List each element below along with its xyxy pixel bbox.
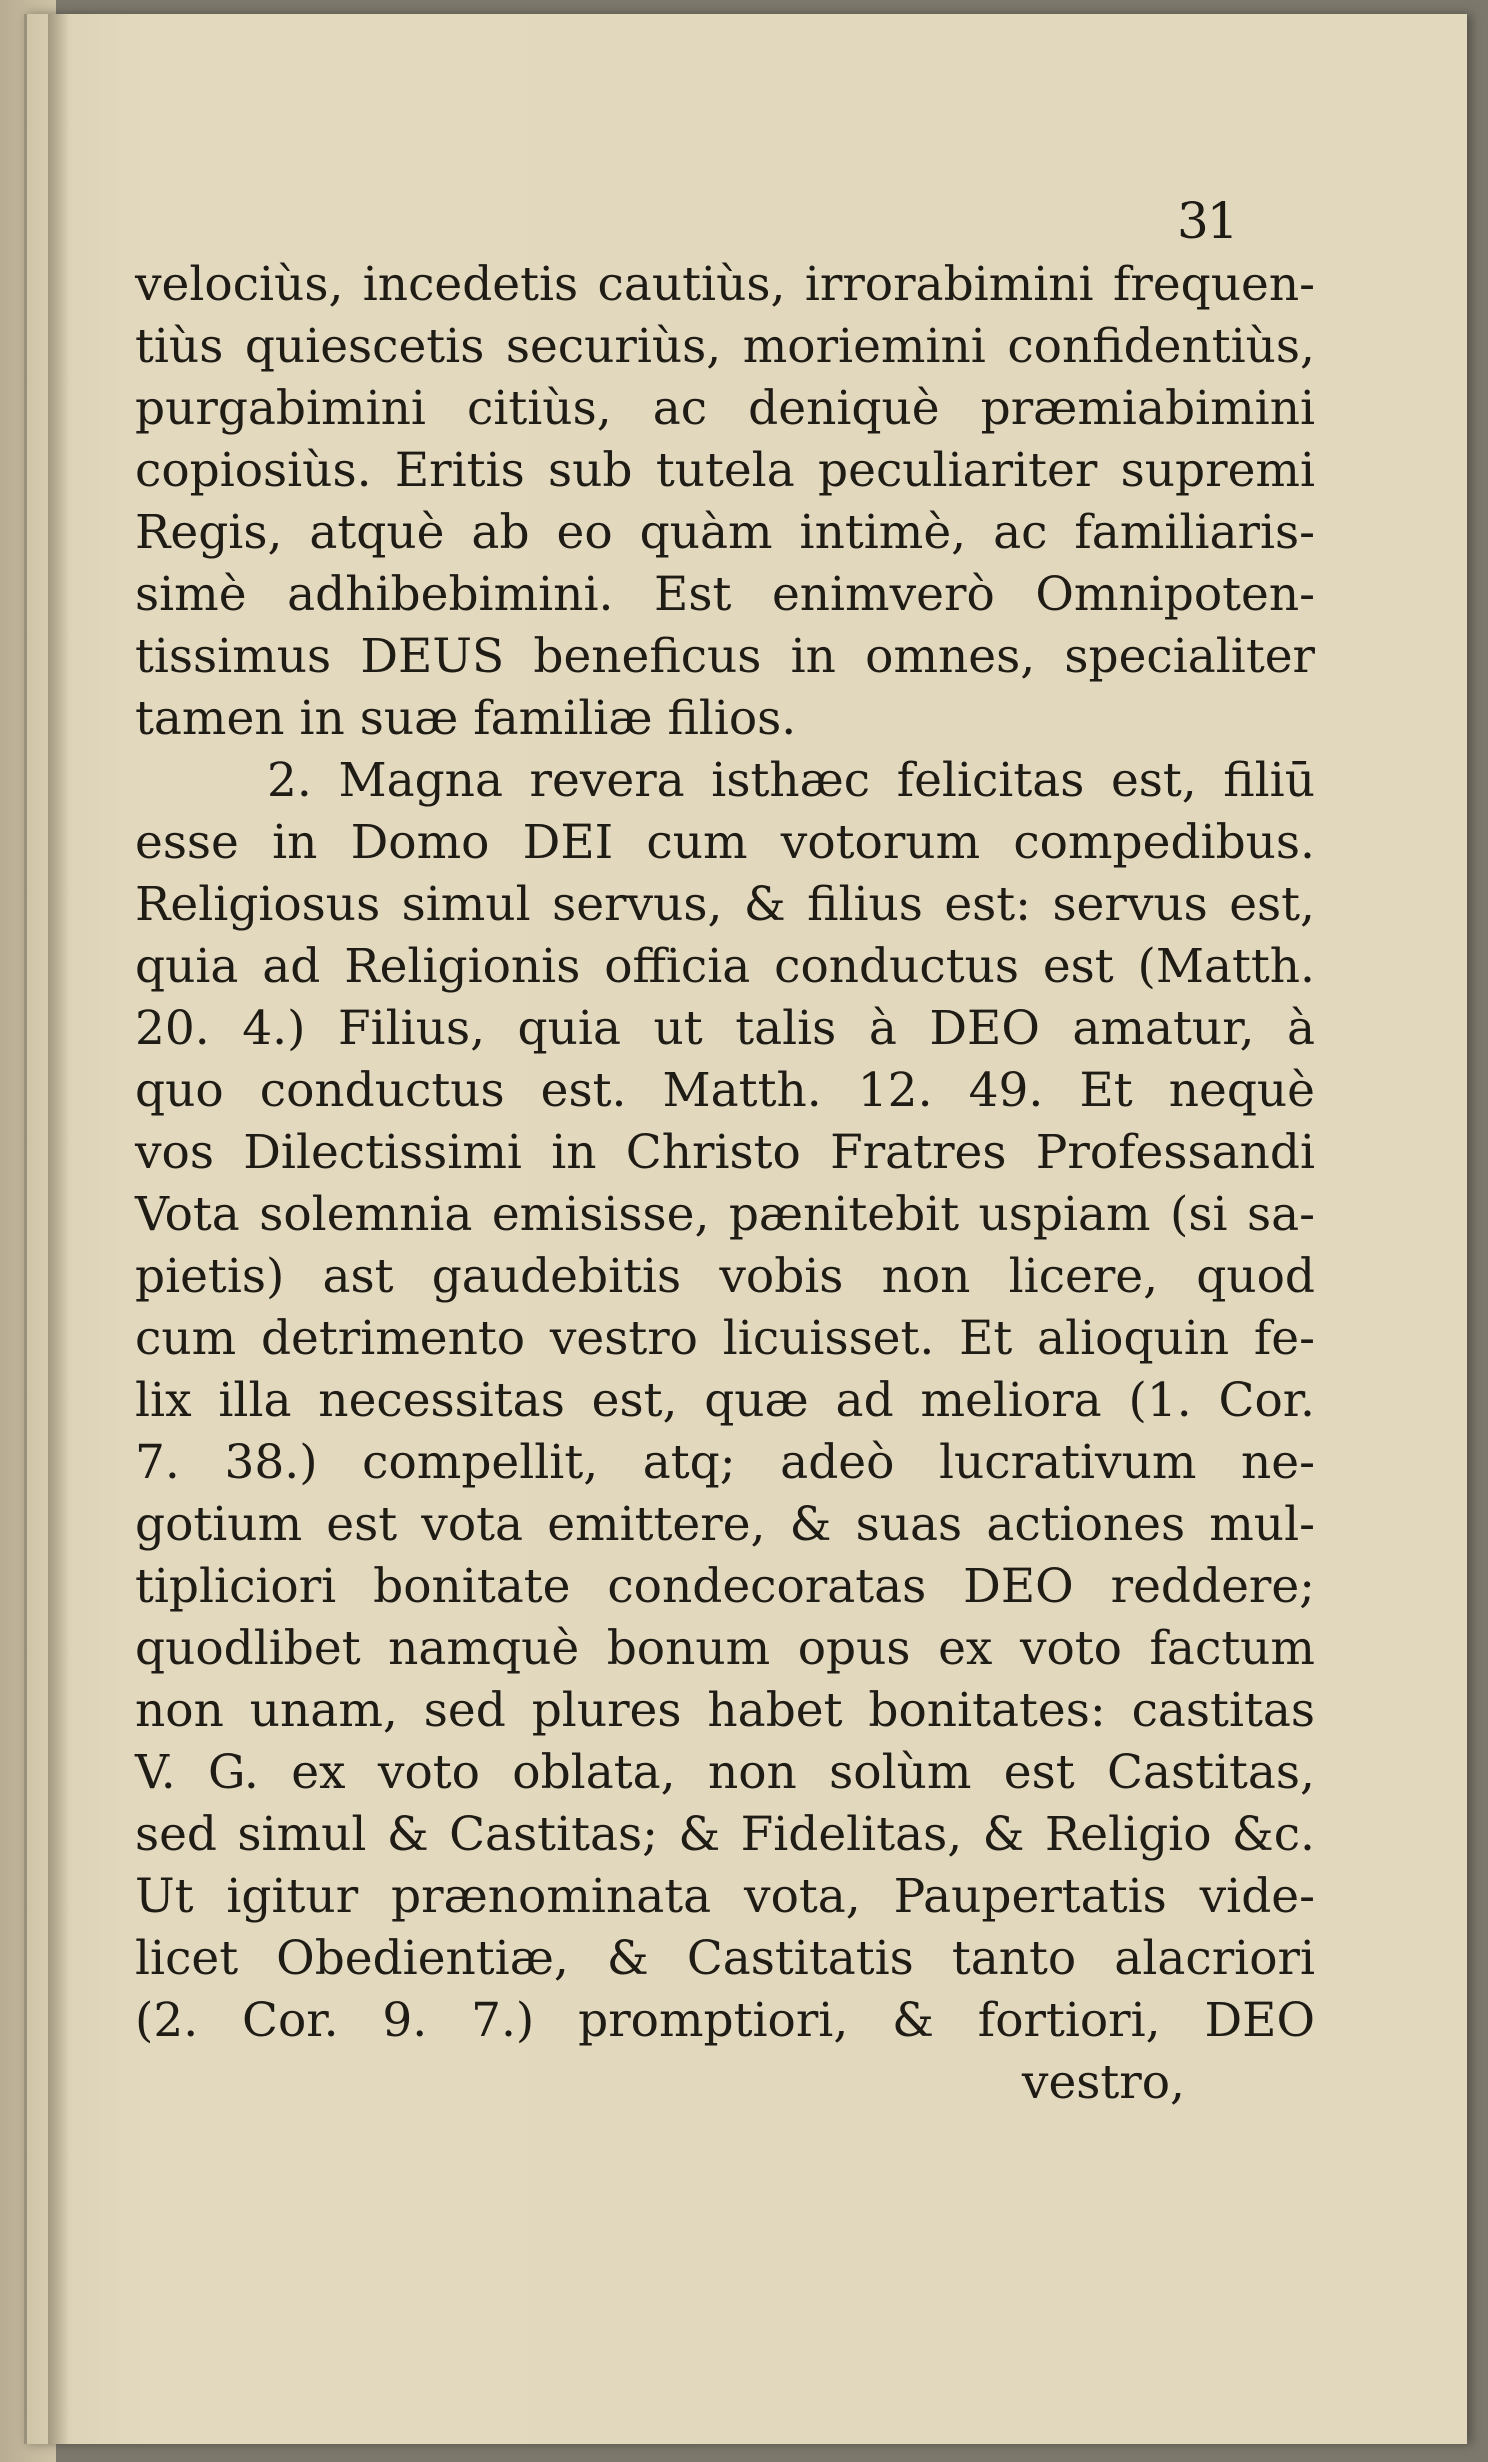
text-line: quia ad Religionis officia conductus est (Matth. [135,939,1315,994]
paragraph-start-line: 2. Magna revera isthæc felicitas est, filiū [267,753,1315,808]
body-text [135,254,1315,2114]
text-line: purgabimini citiùs, ac deniquè præmiabimini [135,381,1315,436]
text-line: copiosiùs. Eritis sub tutela peculiariter supremi [135,443,1315,498]
text-line: Ut igitur prænominata vota, Paupertatis vide- [135,1869,1315,1924]
text-line: simè adhibebimini. Est enimverò Omnipoten- [135,567,1315,622]
text-line: 7. 38.) compellit, atq; adeò lucrativum ne- [135,1435,1315,1490]
text-line: Religiosus simul servus, & filius est: servus est, [135,877,1315,932]
text-line: vos Dilectissimi in Christo Fratres Professandi [135,1125,1315,1180]
text-line: licet Obedientiæ, & Castitatis tanto alacriori [135,1931,1315,1986]
catchword: vestro, [1021,2055,1185,2110]
book-page [24,14,1467,2444]
text-line: quodlibet namquè bonum opus ex voto factum [135,1621,1315,1676]
text-line: quo conductus est. Matth. 12. 49. Et nequè [135,1063,1315,1118]
text-line: Regis, atquè ab eo quàm intimè, ac familiaris- [135,505,1315,560]
text-line: non unam, sed plures habet bonitates: castitas [135,1683,1315,1738]
text-line: tamen in suæ familiæ filios. [135,691,797,746]
text-line: cum detrimento vestro licuisset. Et alioquin fe- [135,1311,1315,1366]
text-line: pietis) ast gaudebitis vobis non licere, quod [135,1249,1315,1304]
text-line: sed simul & Castitas; & Fidelitas, & Religio &c. [135,1807,1315,1862]
text-line: V. G. ex voto oblata, non solùm est Castitas, [135,1745,1315,1800]
text-line: gotium est vota emittere, & suas actiones mul- [135,1497,1315,1552]
text-line: (2. Cor. 9. 7.) promptiori, & fortiori, DEO [135,1993,1315,2048]
text-line: tipliciori bonitate condecoratas DEO reddere; [135,1559,1315,1614]
text-line: Vota solemnia emisisse, pænitebit uspiam (si sa- [135,1187,1315,1242]
text-line: lix illa necessitas est, quæ ad meliora (1. Cor. [135,1373,1315,1428]
text-line: velociùs, incedetis cautiùs, irrorabimini frequen- [135,257,1315,312]
text-line: tiùs quiescetis securiùs, moriemini confidentiùs, [135,319,1315,374]
text-line: tissimus DEUS beneficus in omnes, specialiter [135,629,1315,684]
text-line: esse in Domo DEI cum votorum compedibus. [135,815,1315,870]
text-line: 20. 4.) Filius, quia ut talis à DEO amatur, à [135,1001,1315,1056]
page-number: 31 [1177,192,1237,250]
page-gutter-shadow [48,14,70,2444]
